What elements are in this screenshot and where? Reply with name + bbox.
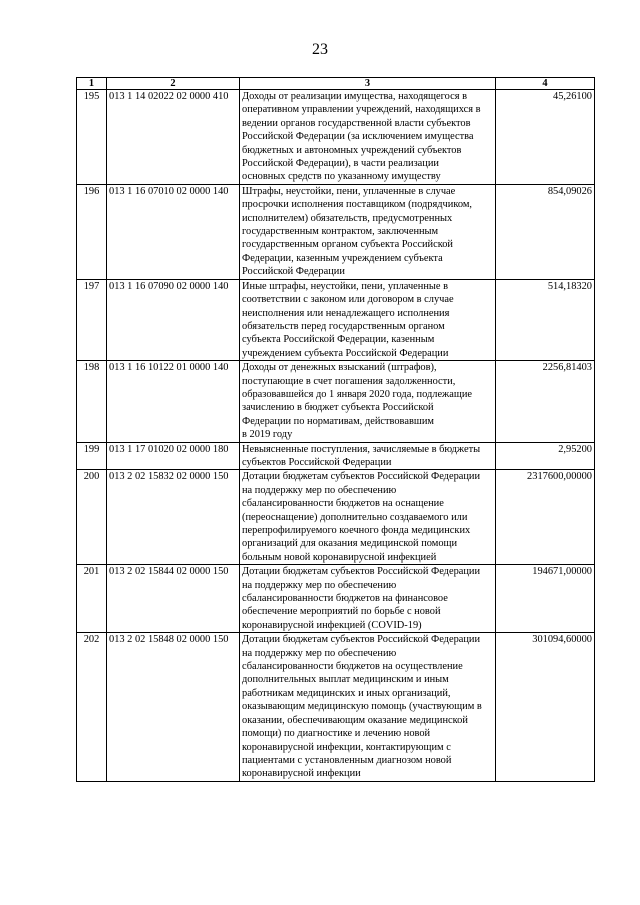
- amount: 301094,60000: [496, 633, 595, 781]
- description-line: государственным органом субъекта Российской: [242, 239, 453, 251]
- description-line: бюджетных и автономных учреждений субъектов: [242, 144, 462, 156]
- description-line: оперативном управлении учреждений, находящихся в: [242, 104, 481, 116]
- description-line: учреждением субъекта Российской Федерации: [242, 347, 449, 359]
- budget-code: 013 1 14 02022 02 0000 410: [107, 90, 240, 185]
- description-line: обязательств перед государственным органом: [242, 320, 445, 332]
- description-line: больным новой коронавирусной инфекцией: [242, 551, 437, 563]
- budget-code: 013 1 16 10122 01 0000 140: [107, 361, 240, 442]
- row-number: 197: [77, 279, 107, 360]
- description-line: Дотации бюджетам субъектов Российской Федерации: [242, 566, 481, 578]
- description-line: Федерации, казенным учреждением субъекта: [242, 252, 443, 264]
- description-line: поступающие в счет погашения задолженности,: [242, 375, 456, 387]
- column-header-3: 3: [240, 78, 496, 90]
- amount: 45,26100: [496, 90, 595, 185]
- description-line: соответствии с законом или договором в случае: [242, 294, 454, 306]
- description-line: Иные штрафы, неустойки, пени, уплаченные в: [242, 280, 449, 292]
- description-line: на поддержку мер по обеспечению: [242, 484, 397, 496]
- description-line: основных средств по указанному имуществу: [242, 171, 441, 183]
- description-line: образовавшейся до 1 января 2020 года, подлежащие: [242, 388, 473, 400]
- budget-code: 013 2 02 15832 02 0000 150: [107, 470, 240, 565]
- amount: 2256,81403: [496, 361, 595, 442]
- budget-code: 013 2 02 15848 02 0000 150: [107, 633, 240, 781]
- column-header-1: 1: [77, 78, 107, 90]
- description-line: просрочки исполнения поставщиком (подрядчиком,: [242, 199, 473, 211]
- revenue-description: [240, 184, 496, 279]
- description-line: коронавирусной инфекции: [242, 768, 361, 780]
- description-line: исполнителем) обязательств, предусмотренных: [242, 212, 453, 224]
- description-line: работникам медицинских и иных организаций,: [242, 687, 451, 699]
- description-line: сбалансированности бюджетов на осуществление: [242, 661, 463, 673]
- description-line: ведении органов государственной власти субъектов: [242, 117, 471, 129]
- revenue-description: [240, 361, 496, 442]
- description-line: зачислению в бюджет субъекта Российской: [242, 402, 434, 414]
- description-line: сбалансированности бюджетов на финансовое: [242, 593, 448, 605]
- table-row: [77, 361, 595, 442]
- revenue-description: [240, 279, 496, 360]
- description-line: Дотации бюджетам субъектов Российской Федерации: [242, 634, 481, 646]
- description-line: Российской Федерации: [242, 266, 345, 278]
- description-line: организаций для оказания медицинской помощи: [242, 538, 458, 550]
- description-line: Доходы от реализации имущества, находящегося в: [242, 91, 467, 102]
- description-line: обеспечение мероприятий по борьбе с новой: [242, 606, 441, 618]
- description-line: оказании, обеспечивающим оказание медицинской: [242, 714, 468, 726]
- revenue-table: [76, 77, 595, 782]
- budget-code: 013 1 16 07090 02 0000 140: [107, 279, 240, 360]
- table-row: [77, 565, 595, 633]
- table-row: [77, 470, 595, 565]
- row-number: 199: [77, 442, 107, 470]
- table-body: [77, 90, 595, 782]
- amount: 2317600,00000: [496, 470, 595, 565]
- description-line: субъектов Российской Федерации: [242, 456, 392, 468]
- budget-code: 013 1 16 07010 02 0000 140: [107, 184, 240, 279]
- description-line: государственным контрактом, заключенным: [242, 226, 439, 238]
- row-number: 198: [77, 361, 107, 442]
- table-header-row: [77, 78, 595, 90]
- description-line: дополнительных выплат медицинским и иным: [242, 674, 449, 686]
- row-number: 201: [77, 565, 107, 633]
- description-line: на поддержку мер по обеспечению: [242, 647, 397, 659]
- revenue-description: [240, 90, 496, 185]
- page-number: 23: [312, 41, 328, 58]
- row-number: 200: [77, 470, 107, 565]
- description-line: Федерации по нормативам, действовавшим: [242, 415, 434, 427]
- description-line: Дотации бюджетам субъектов Российской Федерации: [242, 471, 481, 483]
- table-row: [77, 633, 595, 781]
- description-line: Доходы от денежных взысканий (штрафов),: [242, 362, 437, 374]
- description-line: сбалансированности бюджетов на оснащение: [242, 498, 444, 510]
- description-line: оказывающим медицинскую помощь (участвующим в: [242, 701, 482, 713]
- table-row: [77, 279, 595, 360]
- row-number: 195: [77, 90, 107, 185]
- table-row: [77, 442, 595, 470]
- revenue-description: [240, 470, 496, 565]
- row-number: 202: [77, 633, 107, 781]
- description-line: Российской Федерации), в части реализации: [242, 158, 439, 170]
- revenue-description: [240, 565, 496, 633]
- description-line: неисполнения или ненадлежащего исполнения: [242, 307, 450, 319]
- budget-code: 013 1 17 01020 02 0000 180: [107, 442, 240, 470]
- revenue-description: [240, 633, 496, 781]
- table-row: [77, 90, 595, 185]
- column-header-2: 2: [107, 78, 240, 90]
- row-number: 196: [77, 184, 107, 279]
- amount: 854,09026: [496, 184, 595, 279]
- column-header-4: 4: [496, 78, 595, 90]
- amount: 194671,00000: [496, 565, 595, 633]
- description-line: коронавирусной инфекции, контактирующим с: [242, 741, 451, 753]
- description-line: Российской Федерации (за исключением имущества: [242, 131, 474, 143]
- amount: 514,18320: [496, 279, 595, 360]
- description-line: коронавирусной инфекцией (COVID-19): [242, 619, 422, 631]
- description-line: перепрофилируемого коечного фонда медицинских: [242, 525, 471, 536]
- description-line: на поддержку мер по обеспечению: [242, 579, 397, 591]
- amount: 2,95200: [496, 442, 595, 470]
- description-line: в 2019 году: [242, 429, 293, 441]
- budget-code: 013 2 02 15844 02 0000 150: [107, 565, 240, 633]
- description-line: помощи) по диагностике и лечению новой: [242, 728, 431, 740]
- description-line: (переоснащение) дополнительно создаваемого или: [242, 511, 468, 523]
- table-row: [77, 184, 595, 279]
- description-line: пациентами с установленным диагнозом новой: [242, 754, 452, 766]
- description-line: субъекта Российской Федерации, казенным: [242, 334, 435, 346]
- revenue-description: [240, 442, 496, 470]
- description-line: Невыясненные поступления, зачисляемые в бюджеты: [242, 443, 481, 455]
- description-line: Штрафы, неустойки, пени, уплаченные в случае: [242, 185, 456, 197]
